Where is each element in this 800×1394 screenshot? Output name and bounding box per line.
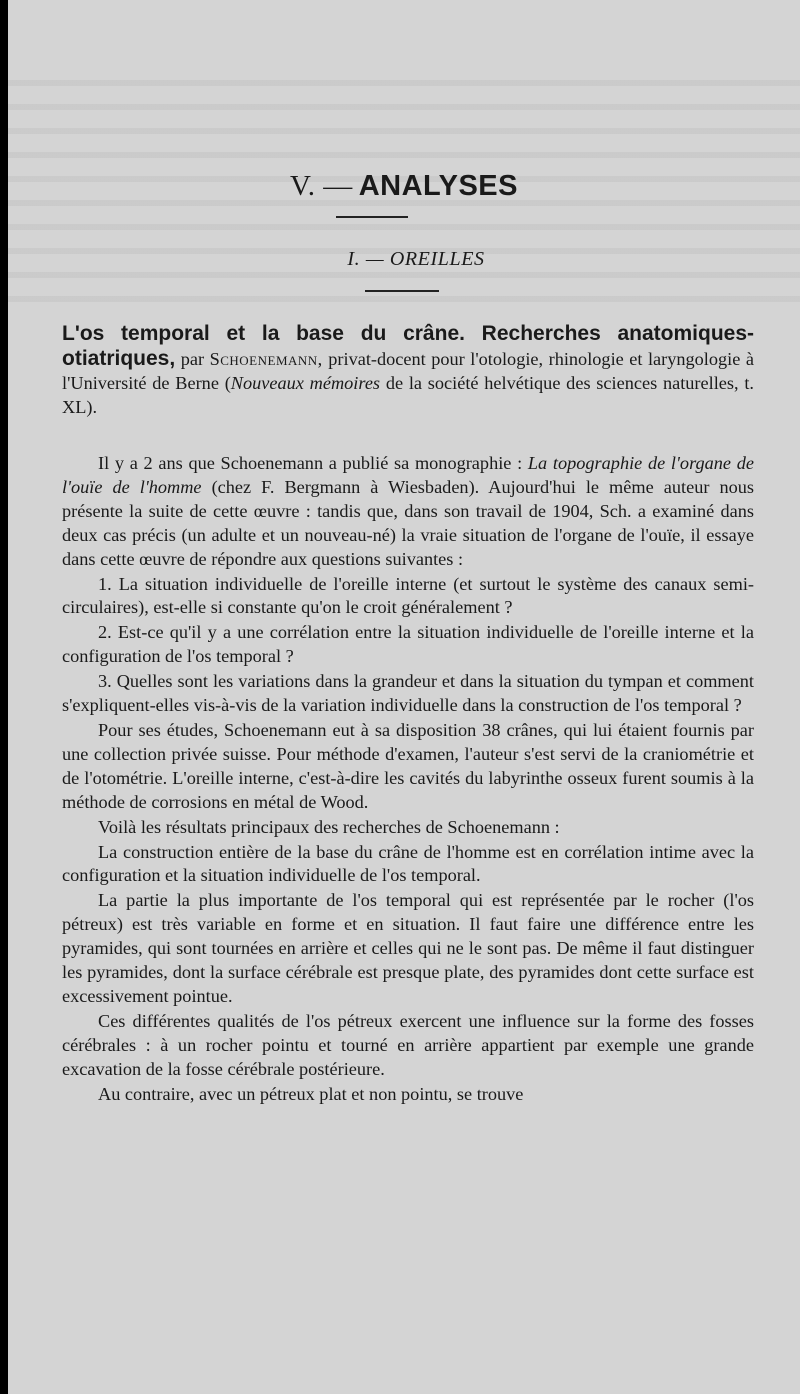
document-page xyxy=(8,0,800,1394)
paragraph: La construction entière de la base du crâne de l'homme est en corrélation intime avec la configuration et la situation individuelle de l'os temporal. xyxy=(62,841,754,886)
article-paren-open: ( xyxy=(224,372,231,393)
paragraph-text: (chez F. Bergmann à Wiesbaden). Aujourd'hui le même auteur nous présente la suite de cette œuvre : tandis que, dans son travail de 1904, Sch. a examiné dans deux cas précis (un adulte et un nouveau-né) la vraie situation de l'organe de l'ouïe, il essaye dans cette œuvre de répondre aux questions suivantes : xyxy=(62,476,754,569)
paragraph: 2. Est-ce qu'il y a une corrélation entre la situation individuelle de l'oreille interne et la configuration de l'os temporal ? xyxy=(62,622,754,667)
paragraph: 1. La situation individuelle de l'oreille interne (et surtout le système des canaux semi-circulaires), est-elle si constante qu'on le croit généralement ? xyxy=(62,573,754,618)
article-title: L'os temporal et la base du crâne. Recherches anatomiques-otiatriques, xyxy=(62,322,754,370)
subsection-rule xyxy=(365,290,439,292)
article-heading xyxy=(62,322,754,420)
subsection-title: I. — OREILLES xyxy=(347,248,485,270)
article-author: Schoenemann, xyxy=(209,348,323,369)
section-number: V. — xyxy=(290,170,353,202)
section-title xyxy=(8,170,800,203)
paragraph: La partie la plus importante de l'os temporal qui est représentée par le rocher (l'os pétreux) est très variable en forme et en situation. Il faut faire une différence entre les pyramides, qui sont tournées en arrière et celles qui ne le sont pas. De même il faut distinguer les pyramides, dont la surface cérébrale est presque plate, des pyramides dont cette surface est excessivement pointue. xyxy=(62,890,754,1006)
article-body xyxy=(62,452,754,1107)
paragraph-text: Il y a 2 ans que Schoenemann a publié sa monographie : xyxy=(98,453,528,473)
paragraph: Ces différentes qualités de l'os pétreux exercent une influence sur la forme des fosses cérébrales : à un rocher pointu et tourné en arrière appartient par exemple une grande excavation de la fosse cérébrale postérieure. xyxy=(62,1010,754,1079)
paragraph: 3. Quelles sont les variations dans la grandeur et dans la situation du tympan et comment s'expliquent-elles vis-à-vis de la variation individuelle dans la construction de l'os temporal ? xyxy=(62,671,754,716)
section-rule xyxy=(336,216,408,218)
paragraph: Pour ses études, Schoenemann eut à sa disposition 38 crânes, qui lui étaient fournis par une collection privée suisse. Pour méthode d'examen, l'auteur s'est servi de la craniométrie et de l'otométrie. L'oreille interne, c'est-à-dire les cavités du labyrinthe osseux furent soumis à la méthode de corrosions en métal de Wood. xyxy=(62,719,754,812)
article-journal: Nouveaux mémoires xyxy=(230,372,381,393)
article-source: de la société helvétique des sciences naturelles, t. XL). xyxy=(62,372,754,417)
article-affiliation: privat-docent pour l'otologie, rhinologie et laryngologie à l'Université de Berne xyxy=(62,348,754,393)
paragraph: Voilà les résultats principaux des recherches de Schoenemann : xyxy=(98,816,560,837)
article-by: par xyxy=(180,348,205,369)
paragraph xyxy=(62,452,754,572)
paragraph: Au contraire, avec un pétreux plat et non pointu, se trouve xyxy=(98,1083,524,1104)
monograph-title: La topographie de l'organe de l'ouïe de l'homme xyxy=(62,453,754,497)
section-title-word: ANALYSES xyxy=(358,170,518,202)
